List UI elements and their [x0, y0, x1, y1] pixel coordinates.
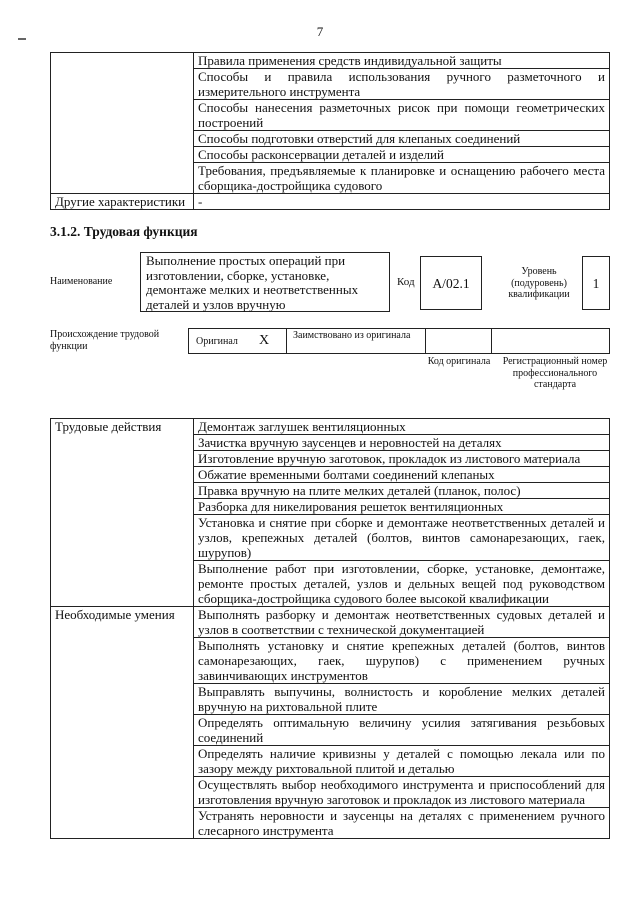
borrowed-label: Заимствовано из оригинала	[293, 330, 411, 341]
section-heading: 3.1.2. Трудовая функция	[50, 224, 198, 239]
table-row: Определять наличие кривизны у деталей с помощью лекала или по зазору между рихтовальной плитой и деталью	[194, 746, 610, 777]
table-row: Устранять неровности и заусенцы на деталях с применением ручного слесарного инструмента	[194, 808, 610, 839]
table-row: Изготовление вручную заготовок, прокладок из листового материала	[194, 451, 610, 467]
origin-box	[188, 328, 610, 354]
table-row: Разборка для никелирования решеток вентиляционных	[194, 499, 610, 515]
table-row: Способы подготовки отверстий для клепаных соединений	[194, 131, 610, 147]
table-row: Определять оптимальную величину усилия затягивания резьбовых соединений	[194, 715, 610, 746]
table-row: Способы и правила использования ручного разметочного и измерительного инструмента	[194, 69, 610, 100]
origin-label: Происхождение трудовой функции	[50, 329, 160, 352]
top-table	[50, 52, 610, 210]
table-row: Осуществлять выбор необходимого инструмента и приспособлений для изготовления вручную заготовок и прокладок из листового материала	[194, 777, 610, 808]
page-number: 7	[316, 24, 324, 39]
empty-cell	[51, 53, 194, 194]
other-value: -	[194, 194, 610, 210]
divider	[425, 329, 426, 353]
table-row: Зачистка вручную заусенцев и неровностей на деталях	[194, 435, 610, 451]
reg-number-caption: Регистрационный номер профессионального стандарта	[502, 356, 608, 390]
name-value: Выполнение простых операций при изготовлении, сборке, установке, демонтаже мелких и неответственных деталей и узлов вручную	[140, 252, 390, 312]
original-label: Оригинал	[196, 336, 238, 347]
other-label: Другие характеристики	[51, 194, 194, 210]
table-row: Правила применения средств индивидуальной защиты	[194, 53, 610, 69]
code-value: А/02.1	[420, 256, 482, 310]
table-row: Требования, предъявляемые к планировке и оснащению рабочего места сборщика-достройщика судового	[194, 163, 610, 194]
level-label: Уровень (подуровень) квалификации	[508, 266, 570, 300]
skills-label: Необходимые умения	[51, 607, 194, 839]
table-row: Способы нанесения разметочных рисок при помощи геометрических построений	[194, 100, 610, 131]
table-row: Установка и снятие при сборке и демонтаже неответственных деталей и узлов, крепежных деталей (болтов, винтов самонарезающих, гаек, шурупов)	[194, 515, 610, 561]
name-label: Наименование	[50, 276, 113, 287]
code-label: Код	[397, 276, 415, 288]
table-row: Способы расконсервации деталей и изделий	[194, 147, 610, 163]
table-row: Выполнение работ при изготовлении, сборке, установке, демонтаже, ремонте простых деталей, узлов и дельных вещей под руководством сборщика-достройщика судового более высокой квалификации	[194, 561, 610, 607]
table-row: Демонтаж заглушек вентиляционных	[194, 419, 610, 435]
divider	[491, 329, 492, 353]
divider	[286, 329, 287, 353]
code-original-caption: Код оригинала	[427, 356, 491, 367]
table-row: Правка вручную на плите мелких деталей (планок, полос)	[194, 483, 610, 499]
table-row: Выполнять разборку и демонтаж неответственных судовых деталей и узлов в соответствии с технической документацией	[194, 607, 610, 638]
level-value: 1	[582, 256, 610, 310]
table-row: Обжатие временными болтами соединений клепаных	[194, 467, 610, 483]
table-row: Выполнять установку и снятие крепежных деталей (болтов, винтов самонарезающих, гаек, шурупов) с применением ручных завинчивающих инструментов	[194, 638, 610, 684]
original-mark: X	[259, 333, 270, 348]
table-row: Выправлять выпучины, волнистость и коробление мелких деталей вручную на рихтовальной плите	[194, 684, 610, 715]
actions-table	[50, 418, 610, 839]
actions-label: Трудовые действия	[51, 419, 194, 607]
